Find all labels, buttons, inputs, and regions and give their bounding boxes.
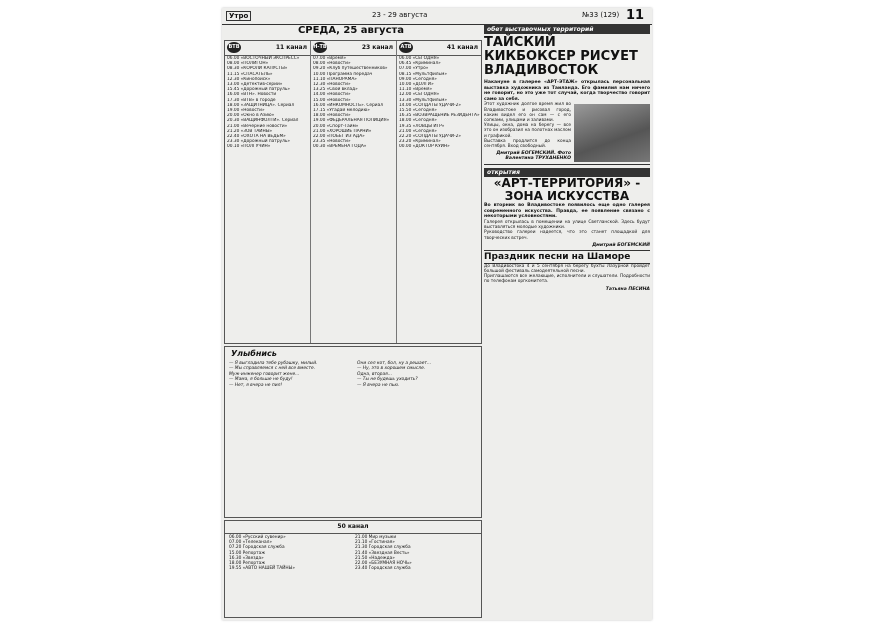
humor-right-column: [357, 361, 477, 388]
channel-logo-icon: Н-ТВ: [313, 42, 327, 53]
artist-photo: [574, 104, 650, 162]
article1-kicker: обет выставочных территорий: [484, 25, 650, 34]
issue-number: №33 (129): [582, 11, 620, 19]
article2-lead: Во вторник во Владивостоке появилось еще одно галерея современного искусства. Правда, ее появление связано с некоторыми условностями.: [484, 203, 650, 220]
program-item: 23.20 «Криминал»: [399, 139, 441, 145]
text-item: Улицы, окна, дома на берегу — все это он изобразил на полотнах маслом и графикой.: [484, 123, 571, 139]
article3-text: [484, 264, 650, 285]
program-item: 13.00 «Детектив-серии»: [227, 82, 283, 88]
article2-headline: «АРТ-ТЕРРИТОРИЯ» - ЗОНА ИСКУССТВА: [493, 176, 641, 204]
program-item: 23.30 «Дорожный патруль»: [227, 139, 290, 145]
text-item: 16.30 «Звезда»: [229, 555, 264, 561]
program-item: 11.10 «Время»: [399, 87, 433, 93]
program-item: 15.45 «Дорожный патруль»: [227, 87, 290, 93]
program-item: 17.30 «ВТВ» в городе: [227, 97, 276, 103]
text-item: Этот художник долгое время жил во Владивостоке и рисовал город, каким видел его он сам — с его сопками, улицами и заливами.: [484, 102, 571, 123]
program-item: 21.00 «ХОРОШИЕ ПАРНИ»: [313, 128, 372, 134]
text-item: — Мама, я больше не буду!: [229, 377, 293, 383]
text-item: Они сел кот, бол, ну а решает...: [357, 361, 432, 366]
article3-headline: Праздник песни на Шаморе: [484, 250, 650, 264]
channel-logo-icon: АТВ: [399, 42, 413, 53]
channel-name: 23 канал: [361, 44, 393, 51]
program-item: 20.30 «ВАЩИНФОЛТИ». Сериал: [227, 118, 299, 124]
program-item: 13.25 «Свой вклад»: [313, 87, 358, 93]
program-item: 18.00 «Новости»: [313, 113, 351, 119]
article1-byline: Дмитрий БОГЕМСКИЙ. Фото Валентина ТРУХАНЕНКО: [496, 151, 571, 162]
text-item: — Ты не будешь уходить?: [357, 377, 418, 383]
article1-lead: Накануне в галерее «АРТ-ЭТАЖ» открылась персональная выставка художника из Таиланда. Его фамилия нам ничего не говорит, но это уже тот случай, когда творчество говорит само за себя.: [484, 80, 650, 102]
article2-byline: Дмитрий БОГЕМСКИЙ: [592, 242, 650, 248]
text-item: Руководство галереи надеется, что это станет площадкой для творческих встреч.: [484, 230, 650, 241]
text-item: 15.00 Репортаж: [229, 550, 266, 556]
program-item: 08.15 «Мультфильм»: [399, 71, 447, 77]
text-item: — Я выгладила тебе рубашку, милый.: [229, 361, 318, 366]
page-header: [222, 8, 652, 24]
text-item: 23.40 Городская служба: [355, 566, 411, 572]
channel-header: [311, 41, 396, 56]
text-item: 21.00 Мир музыки: [355, 535, 397, 540]
channel-header: [397, 41, 481, 56]
program-item: 08.00 «ПОЛИГОН»: [227, 61, 269, 67]
program-item: 19.00 «ФЕДЕРАЛЬНАЯ ПОЛИЦИЯ»: [313, 118, 390, 124]
text-item: 21.40 «Звездная Весть»: [355, 550, 410, 556]
program-item: 22.00 «ПОБЕГ ИЗ АДА»: [313, 134, 365, 140]
program-item: 06.45 «Криминал»: [399, 61, 441, 67]
text-item: 21.50 «Надежда»: [355, 555, 395, 561]
humor-title: Улыбнись: [231, 349, 277, 358]
program-item: 22.40 «ОХОТА НА ВЕДЬМ»: [227, 134, 286, 140]
program-item: 18.00 «ЗАЩИТНИЦА». Сериал: [227, 102, 295, 108]
tv-column-41: [397, 41, 481, 343]
program-item: 21.00 «Вечерние новости»: [227, 123, 288, 129]
program-item: 00.00 «ДОКТОР КУИН»: [399, 144, 450, 150]
program-item: 19.35 «ЛОВЦЫ ИГР»: [399, 123, 445, 129]
program-item: 16.00 «ИНКОМНОСТЬ». Сериал: [313, 102, 383, 108]
channel-name: 41 канал: [446, 44, 478, 51]
text-item: 18.00 Репортаж: [229, 561, 266, 567]
text-item: — Нет, я вчера не пил!: [229, 382, 283, 388]
program-item: 06.00 «ВОСТОЧНЫЙ ЭКСПРЕСС»: [227, 56, 300, 61]
tv-column-23: [311, 41, 396, 343]
program-item: 08.00 «Новости»: [313, 61, 351, 67]
program-item: 20.00 «Окно в Азию»: [227, 113, 275, 119]
program-item: 21.20 «ЗОВ ТАЙНЫ»: [227, 128, 273, 134]
text-item: 21.10 «Гостиная»: [355, 540, 395, 546]
program-item: 19.00 «Новости»: [227, 108, 265, 114]
text-item: 21.30 Городская служба: [355, 545, 411, 551]
program-item: 17.15 «Угадай мелодию»: [313, 108, 370, 114]
program-item: 21.00 «Сегодня»: [399, 128, 437, 134]
newspaper-brand: Утро: [226, 11, 251, 21]
text-item: — Мы справляемся с ней все вместе.: [229, 366, 316, 372]
program-item: 15.00 «Новости»: [313, 97, 351, 103]
program-item: 15.50 «Сегодня»: [399, 108, 437, 114]
text-item: 07.00 «Телеканал»: [229, 540, 273, 546]
text-item: 07.20 Городская служба: [229, 545, 285, 551]
text-item: — Я вчера не пью.: [357, 382, 400, 388]
program-item: 09.00 «Сегодня»: [399, 76, 437, 82]
program-item: 07.00 «Время»: [313, 56, 347, 61]
program-item: 22.20 «СОЛДАТЫ УДАЧИ-2»: [399, 134, 461, 140]
channel-50-title: 50 канал: [225, 521, 481, 534]
program-item: 13.30 «Мультфильм»: [399, 97, 447, 103]
program-item: 12.30 «Новости»: [313, 82, 351, 88]
program-item: 12.30 «Кинопоиск»: [227, 76, 271, 82]
program-item: 23.35 «Новости»: [313, 139, 351, 145]
program-item: 14.00 «СОЛДАТЫ УДАЧИ-2»: [399, 102, 461, 108]
humor-left-column: [229, 361, 349, 388]
text-item: Приглашаются все желающие, исполнители и слушатели. Подробности по телефонам оргкомитета.: [484, 274, 650, 285]
program-item: 11.15 «СПАСАТЕЛЬ»: [227, 71, 273, 77]
tv-program-grid: [224, 40, 482, 344]
channel-50-left: [229, 535, 349, 571]
program-item: 00.30 «ВРЕМЕНА ГОДА»: [313, 144, 367, 150]
text-item: — Ну, это в хорошем смысле.: [357, 366, 426, 372]
text-item: Муж-инженер говорит жене...: [229, 371, 300, 377]
humor-section: [224, 346, 482, 518]
channel-logo-icon: ВТВ: [227, 42, 241, 53]
program-item: 06.00 «СЕГОДНЯ»: [399, 56, 440, 61]
program-item: 09.20 «Клуб путешественников»: [313, 66, 388, 72]
text-item: Галерея открылась в помещении на улице Светланской. Здесь будут выставляться молодые художники.: [484, 219, 650, 231]
text-item: 06.00 «Русский сувенир»: [229, 535, 286, 540]
article2-kicker: открытия: [484, 168, 650, 177]
page-number: 11: [626, 8, 645, 23]
day-title: СРЕДА, 25 августа: [297, 25, 405, 36]
article3-byline: Татьяна ПЕСИНА: [605, 286, 650, 292]
text-item: Одна, вторая...: [357, 371, 392, 377]
program-item: 10.00 Программа передач: [313, 71, 373, 77]
newspaper-page: [222, 8, 652, 620]
program-item: 08.30 «КОРОЛИ КАПУСТЫ»: [227, 66, 288, 72]
channel-header: [225, 41, 310, 56]
program-item: 18.00 «Сегодня»: [399, 118, 437, 124]
program-item: 00.10 «ПОЛГУЧИН»: [227, 144, 271, 150]
program-item: 12.00 «СЕГОДНЯ»: [399, 92, 440, 98]
text-item: До Владивостока 4 и 5 сентября на берегу бухты Лазурной пройдет большой фестиваль самодеятельной песни.: [484, 263, 650, 274]
program-item: 20.00 «Спорт-Тайм»: [313, 123, 359, 129]
program-item: 14.00 «Новости»: [313, 92, 351, 98]
text-item: Выставка продлится до конца сентября. Вход свободный.: [484, 138, 571, 149]
program-item: 11.10 «ПАНОРАМА»: [313, 76, 357, 82]
channel-name: 11 канал: [275, 44, 307, 51]
article1-headline: ТАЙСКИЙ КИКБОКСЕР РИСУЕТ ВЛАДИВОСТОК: [484, 35, 638, 78]
program-item: 16.35 «ВОЗВРАЩЕНИЕ РЕЗИДЕНТА»: [399, 113, 480, 119]
text-item: 22.00 «БЕЗУМНАЯ НОЧЬ»: [355, 561, 412, 567]
program-item: 16.00 «ВТН». Новости: [227, 92, 277, 98]
channel-50-right: [355, 535, 475, 571]
article-divider: [484, 164, 650, 165]
program-item: 10.00 «ДОЛГИ»: [399, 82, 434, 88]
program-item: 07.00 «Утро»: [399, 66, 429, 72]
articles-column: [484, 25, 650, 617]
article2-text: [484, 220, 650, 241]
tv-column-11: [225, 41, 310, 343]
issue-dates: 23 - 29 августа: [372, 11, 428, 19]
channel-50-listing: [224, 520, 482, 618]
text-item: 19.55 «АВТО НАШЕЙ ТАЙНЫ»: [229, 566, 296, 572]
